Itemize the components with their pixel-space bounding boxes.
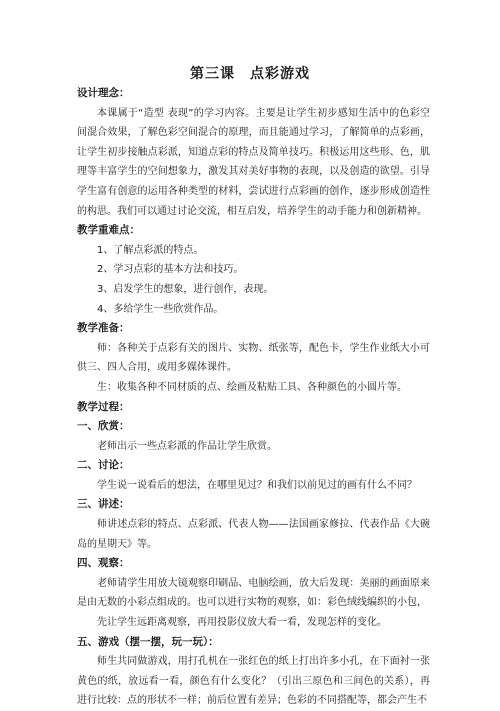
process-heading: 教学过程： bbox=[77, 400, 130, 413]
prep-student-paragraph: 生：收集各种不同材质的点、绘画及粘贴工具、各种颜色的小圆片等。 bbox=[97, 381, 407, 393]
document-body bbox=[77, 84, 430, 711]
section-heading: 五、游戏（摆一摆，玩一玩）： bbox=[77, 635, 219, 648]
section-heading: 一、欣赏： bbox=[77, 420, 130, 433]
key-point-item: 3、启发学生的想象，进行创作，表现。 bbox=[97, 283, 274, 295]
section-heading: 二、讨论： bbox=[77, 459, 130, 472]
section-heading: 四、观察： bbox=[77, 557, 130, 570]
prep-heading: 教学准备： bbox=[77, 322, 130, 335]
section-heading: 三、讲述： bbox=[77, 498, 130, 511]
design-heading: 设计理念： bbox=[77, 87, 130, 99]
document-title: 第三课 点彩游戏 bbox=[190, 66, 310, 82]
section-paragraph: 师讲述点彩的特点、点彩派、代表人物——法国画家修拉、代表作品《大碗岛的星期天》等。 bbox=[77, 519, 430, 550]
key-point-item: 4、多给学生一些欣赏作品。 bbox=[97, 303, 224, 315]
key-point-item: 2、学习点彩的基本方法和技巧。 bbox=[97, 264, 244, 276]
section-paragraph: 学生说一说看后的想法，在哪里见过？和我们以前见过的画有什么不同？ bbox=[97, 479, 417, 491]
key-points-heading: 教学重难点： bbox=[77, 224, 140, 237]
section-paragraph: 老师请学生用放大镜观察印刷品、电脑绘画，放大后发现：美丽的画面原来是由无数的小彩点组成的。也可以进行实物的观察，如：彩色绒线编织的小包， bbox=[77, 577, 430, 609]
section-paragraph: 先让学生远距离观察，再用投影仪放大看一看，发现怎样的变化。 bbox=[97, 617, 387, 629]
design-paragraph: 本课属于“造型 表现”的学习内容。主要是让学生初步感知生活中的色彩空间混合效果，了解色彩空间混合的原理，而且能通过学习，了解简单的点彩画，让学生初步接触点彩派，知道点彩的特点及简单技巧。积极运用这些形、色，肌理等丰富学生的空间想象力，激发其对美好事物的表现，以及创造的欲望。引导学生富有创意的运用各种类型的材料，尝试进行点彩画的创作，逐步形成创造性的构思。我们可以通过讨论交流，相互启发，培养学生的动手能力和创新精神。 bbox=[77, 107, 430, 217]
section-paragraph: 老师出示一些点彩派的作品让学生欣赏。 bbox=[97, 440, 277, 452]
section-paragraph: 师生共同做游戏，用打孔机在一张红色的纸上打出许多小孔，在下面衬一张黄色的纸，放远看一看，颜色有什么变化？（引出三原色和三间色的关系），再进行比较：点的形状不一样；前后位置有差异；色彩的不同搭配等，都会产生不 bbox=[77, 656, 430, 707]
key-point-item: 1、了解点彩派的特点。 bbox=[97, 244, 204, 256]
prep-teacher-paragraph: 师：各种关于点彩有关的图片、实物、纸张等，配色卡，学生作业纸大小可供三、四人合用，或用多媒体课件。 bbox=[77, 342, 430, 374]
